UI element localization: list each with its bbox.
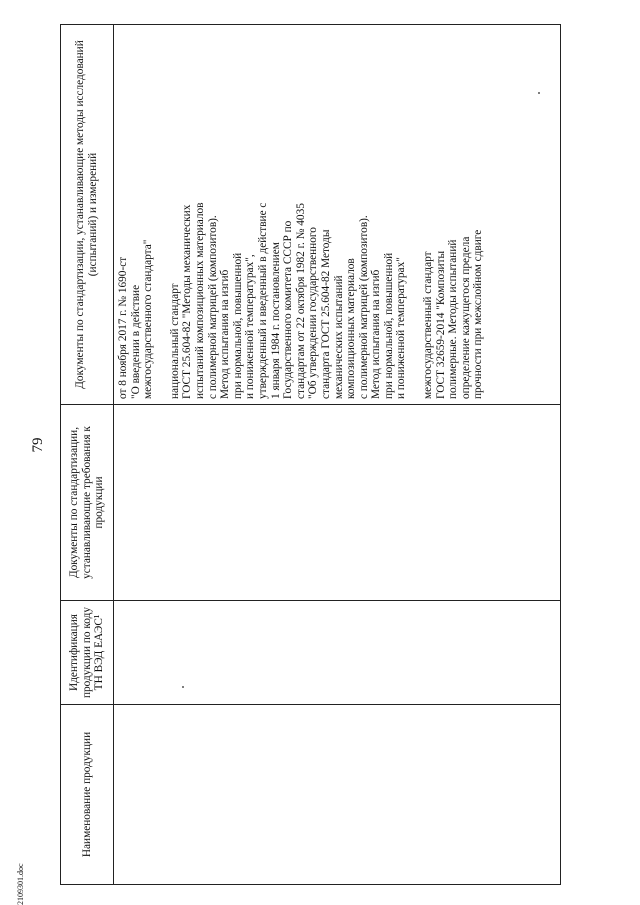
doc-line: стандарта ГОСТ 25.604-82 Методы — [319, 229, 332, 399]
doc-line: 1 января 1984 г. постановлением — [269, 242, 282, 399]
doc-line: полимерные. Методы испытаний — [447, 239, 460, 399]
doc-line: испытаний композиционных материалов — [193, 202, 206, 399]
doc-line: прочности при межслойном сдвиге — [472, 229, 485, 399]
doc-line: Метод испытания на изгиб — [219, 269, 232, 399]
cell-tnved-code — [114, 601, 561, 705]
doc-line: определение кажущегося предела — [459, 236, 472, 399]
scan-speck — [182, 686, 184, 688]
doc-line: утвержденный и введенный в действие с — [256, 202, 269, 399]
cell-product-name — [114, 705, 561, 885]
doc-line: Метод испытания на изгиб — [370, 269, 383, 399]
page-number: 79 — [30, 437, 46, 453]
cell-method-docs — [114, 25, 561, 405]
doc-line: межгосударственного стандарта" — [142, 239, 155, 399]
header-tnved-code: Идентификация продукции по коду ТН ВЭД ЕАЭС¹ — [61, 601, 114, 705]
table-row — [114, 25, 561, 885]
standards-table — [60, 24, 561, 885]
method-doc-block-1 — [117, 30, 155, 399]
doc-line: "Об утверждении государственного — [307, 227, 320, 399]
header-requirement-docs: Документы по стандартизации, устанавливающие требования к продукции — [61, 405, 114, 601]
doc-line: и пониженной температурах", — [244, 254, 257, 399]
doc-line: от 8 ноября 2017 г. № 1690-ст — [117, 256, 129, 399]
cell-requirement-docs — [114, 405, 561, 601]
method-doc-block-3 — [422, 30, 485, 399]
header-product-name: Наименование продукции — [61, 705, 114, 885]
doc-line: межгосударственный стандарт — [422, 251, 435, 399]
doc-line: ГОСТ 32659-2014 "Композиты — [434, 250, 447, 399]
doc-line: национальный стандарт — [168, 283, 181, 399]
doc-line: при нормальной, повышенной — [231, 252, 244, 399]
method-doc-block-2 — [169, 30, 408, 399]
doc-line: и пониженной температурах" — [395, 257, 408, 399]
header-method-docs: Документы по стандартизации, устанавливающие методы исследований (испытаний) и измерений — [61, 25, 114, 405]
doc-line: ГОСТ 25.604-82 "Методы механических — [181, 204, 194, 399]
doc-line: с полимерной матрицей (композитов). — [357, 215, 370, 399]
doc-line: при нормальной, повышенной — [382, 252, 395, 399]
rotated-sheet — [16, 25, 600, 905]
doc-line: стандартам от 22 октября 1982 г. № 4035 — [294, 203, 307, 399]
doc-line: композиционных материалов — [345, 258, 358, 399]
doc-line: механических испытаний — [332, 275, 345, 399]
scan-speck — [538, 92, 540, 94]
footer-file-name: 2109301.doc — [16, 863, 25, 905]
table-header-row — [61, 25, 114, 885]
doc-line: Государственного комитета СССР по — [282, 220, 295, 399]
doc-line: с полимерной матрицей (композитов). — [206, 215, 219, 399]
doc-line: "О введении в действие — [129, 284, 142, 399]
